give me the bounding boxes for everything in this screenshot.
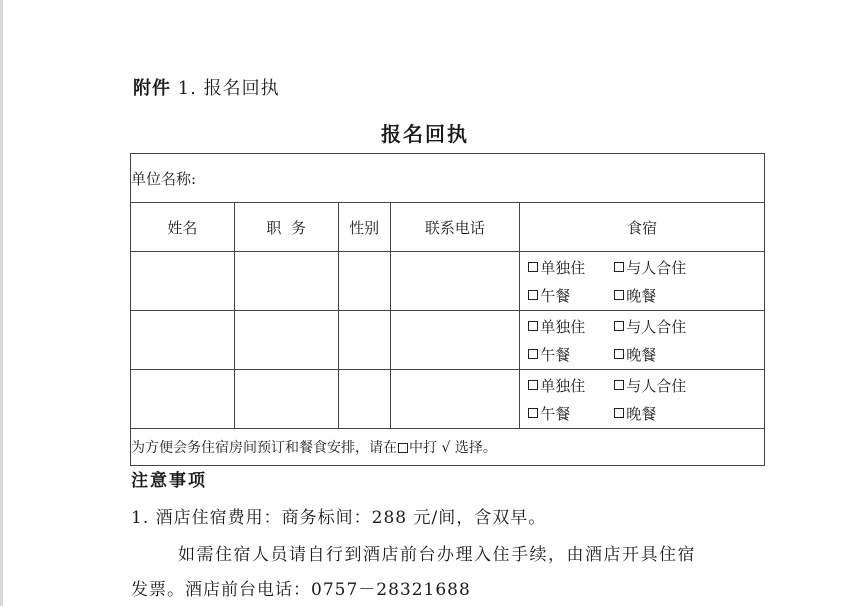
col-header-meals: 食宿 [520, 203, 765, 252]
single-room-option[interactable] [528, 375, 614, 396]
option-label: 单独住 [540, 376, 586, 395]
option-label: 晚餐 [626, 345, 657, 364]
gender-cell[interactable] [338, 311, 390, 370]
form-title: 报名回执 [381, 122, 469, 146]
single-room-option[interactable] [528, 257, 614, 278]
lunch-option[interactable] [528, 344, 614, 365]
attachment-text: 1. 报名回执 [177, 78, 280, 99]
checkbox-icon[interactable] [528, 408, 538, 418]
dinner-option[interactable] [614, 403, 656, 424]
checkbox-icon[interactable] [528, 380, 538, 390]
dinner-option[interactable] [614, 344, 656, 365]
page-edge [0, 0, 3, 606]
notes-title: 注意事项 [131, 471, 207, 491]
header-row [131, 203, 765, 252]
option-label: 午餐 [540, 404, 571, 423]
gender-cell[interactable] [338, 370, 390, 429]
option-label: 与人合住 [626, 258, 687, 277]
unit-name-label: 单位名称: [131, 169, 197, 188]
position-cell[interactable] [234, 311, 338, 370]
notes-line-1: 1. 酒店住宿费用：商务标间：288 元/间，含双早。 [131, 508, 547, 528]
option-label: 与人合住 [626, 317, 687, 336]
notes-line-2: 如需住宿人员请自行到酒店前台办理入住手续，由酒店开具住宿 [178, 545, 696, 565]
attachment-prefix: 附件 [133, 78, 171, 99]
checkbox-icon[interactable] [614, 262, 624, 272]
table-note-after: 中打 √ 选择。 [409, 440, 497, 456]
col-header-name: 姓名 [131, 203, 235, 252]
shared-room-option[interactable] [614, 257, 686, 278]
shared-room-option[interactable] [614, 316, 686, 337]
col-header-position: 职 务 [234, 203, 338, 252]
table-row [131, 311, 765, 370]
table-row [131, 370, 765, 429]
checkbox-icon[interactable] [528, 321, 538, 331]
position-cell[interactable] [234, 370, 338, 429]
meal-cell [520, 311, 765, 370]
notes-line-3: 发票。酒店前台电话：0757－28321688 [131, 580, 471, 600]
attachment-label [133, 74, 280, 100]
col-header-gender: 性别 [338, 203, 390, 252]
table-note [131, 429, 765, 466]
checkbox-icon[interactable] [614, 349, 624, 359]
table-row [131, 252, 765, 311]
checkbox-icon[interactable] [614, 408, 624, 418]
checkbox-icon[interactable] [614, 290, 624, 300]
checkbox-icon[interactable] [528, 349, 538, 359]
name-cell[interactable] [131, 252, 235, 311]
name-cell[interactable] [131, 370, 235, 429]
option-label: 单独住 [540, 258, 586, 277]
unit-name-field[interactable] [131, 154, 765, 203]
name-cell[interactable] [131, 311, 235, 370]
gender-cell[interactable] [338, 252, 390, 311]
registration-table [130, 153, 765, 466]
phone-cell[interactable] [390, 311, 520, 370]
option-label: 午餐 [540, 286, 571, 305]
single-room-option[interactable] [528, 316, 614, 337]
dinner-option[interactable] [614, 285, 656, 306]
phone-cell[interactable] [390, 252, 520, 311]
col-header-phone: 联系电话 [390, 203, 520, 252]
table-note-row [131, 429, 765, 466]
lunch-option[interactable] [528, 285, 614, 306]
checkbox-icon[interactable] [614, 321, 624, 331]
unit-row [131, 154, 765, 203]
option-label: 晚餐 [626, 404, 657, 423]
lunch-option[interactable] [528, 403, 614, 424]
meal-cell [520, 370, 765, 429]
option-label: 与人合住 [626, 376, 687, 395]
phone-cell[interactable] [390, 370, 520, 429]
checkbox-icon[interactable] [528, 262, 538, 272]
shared-room-option[interactable] [614, 375, 686, 396]
table-note-before: 为方便会务住宿房间预订和餐食安排，请在 [131, 440, 397, 456]
option-label: 单独住 [540, 317, 586, 336]
checkbox-icon[interactable] [614, 380, 624, 390]
option-label: 晚餐 [626, 286, 657, 305]
meal-cell [520, 252, 765, 311]
checkbox-icon [398, 443, 408, 453]
position-cell[interactable] [234, 252, 338, 311]
checkbox-icon[interactable] [528, 290, 538, 300]
option-label: 午餐 [540, 345, 571, 364]
